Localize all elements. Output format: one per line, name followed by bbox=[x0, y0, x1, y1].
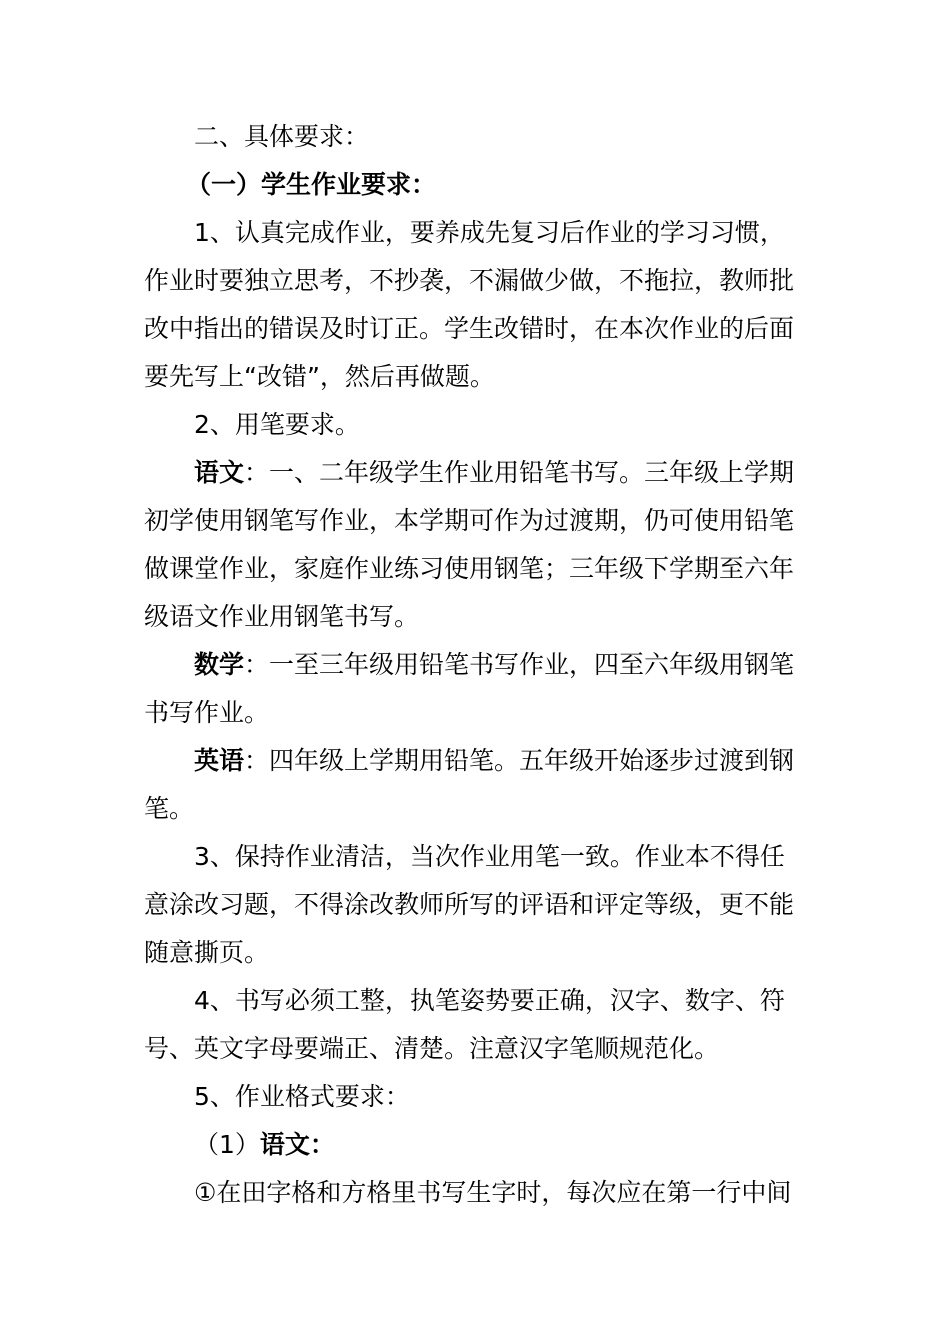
paragraph-line: 1、认真完成作业，要养成先复习后作业的学习习惯， bbox=[194, 218, 785, 247]
paragraph-line bbox=[144, 449, 824, 497]
subject-label: 语文： bbox=[259, 1130, 335, 1159]
paragraph-line: 书写作业。 bbox=[144, 698, 270, 727]
paragraph-line: 4、书写必须工整，执笔姿势要正确，汉字、数字、符 bbox=[194, 986, 785, 1015]
subject-label: 数学 bbox=[194, 650, 245, 679]
item-number: （1） bbox=[194, 1130, 260, 1159]
paragraph-line: 初学使用钢笔写作业，本学期可作为过渡期，仍可使用铅笔 bbox=[144, 506, 795, 535]
paragraph-line: 级语文作业用钢笔书写。 bbox=[144, 602, 420, 631]
document-body bbox=[144, 113, 824, 1217]
paragraph-line: 5、作业格式要求： bbox=[194, 1082, 410, 1111]
paragraph-text: ：一、二年级学生作业用铅笔书写。三年级上学期 bbox=[244, 458, 795, 487]
subsection-heading: （一）学生作业要求： bbox=[186, 170, 437, 199]
paragraph-line: ①在田字格和方格里书写生字时，每次应在第一行中间 bbox=[194, 1178, 792, 1207]
paragraph-line: 意涂改习题，不得涂改教师所写的评语和评定等级，更不能 bbox=[144, 890, 795, 919]
paragraph-line: 随意撕页。 bbox=[144, 938, 270, 967]
section-heading: 二、具体要求： bbox=[194, 122, 370, 151]
paragraph-line: 要先写上“改错”，然后再做题。 bbox=[144, 362, 495, 391]
paragraph-line: 3、保持作业清洁，当次作业用笔一致。作业本不得任 bbox=[194, 842, 785, 871]
paragraph-line: 笔。 bbox=[144, 794, 195, 823]
paragraph-line bbox=[144, 737, 824, 785]
paragraph-text: ：四年级上学期用铅笔。五年级开始逐步过渡到钢 bbox=[244, 746, 795, 775]
subject-label: 英语 bbox=[194, 746, 245, 775]
paragraph-line bbox=[144, 1121, 824, 1169]
paragraph-line bbox=[144, 641, 824, 689]
paragraph-line: 改中指出的错误及时订正。学生改错时，在本次作业的后面 bbox=[144, 314, 795, 343]
paragraph-line: 号、英文字母要端正、清楚。注意汉字笔顺规范化。 bbox=[144, 1034, 720, 1063]
subject-label: 语文 bbox=[194, 458, 245, 487]
paragraph-text: ：一至三年级用铅笔书写作业，四至六年级用钢笔 bbox=[244, 650, 795, 679]
paragraph-line: 做课堂作业，家庭作业练习使用钢笔；三年级下学期至六年 bbox=[144, 554, 795, 583]
paragraph-line: 2、用笔要求。 bbox=[194, 410, 360, 439]
paragraph-line: 作业时要独立思考，不抄袭，不漏做少做，不拖拉，教师批 bbox=[144, 266, 795, 295]
